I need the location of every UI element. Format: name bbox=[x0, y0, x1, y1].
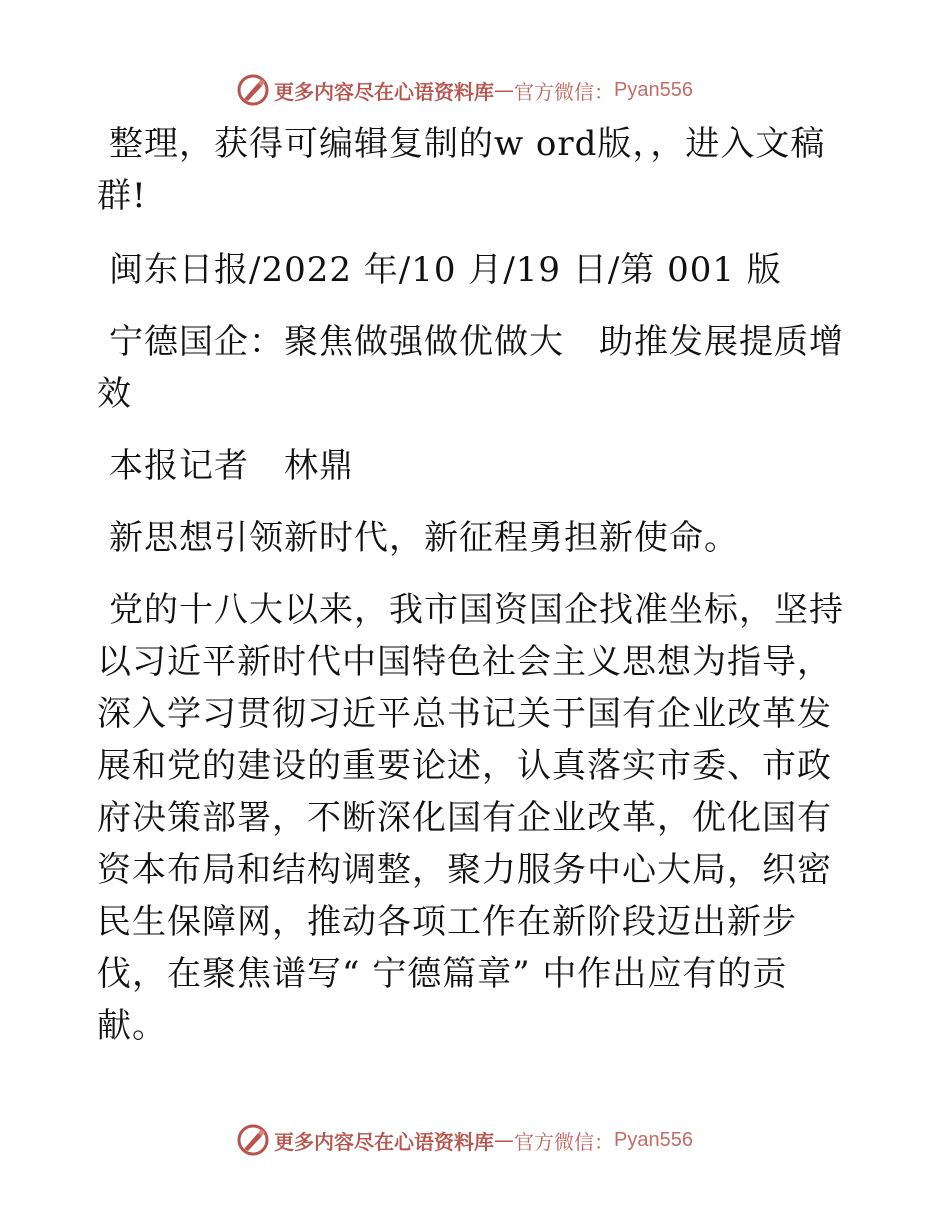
watermark-dash: — bbox=[494, 1128, 514, 1152]
paragraph-1: 新思想引领新时代，新征程勇担新使命。 bbox=[109, 518, 739, 558]
watermark-text: 更多内容尽在心语资料库 bbox=[274, 1129, 494, 1154]
document-body bbox=[97, 118, 857, 1072]
paragraph-2: 党的十八大以来，我市国资国企找准坐标，坚持以习近平新时代中国特色社会主义思想为指导，深入学习贯彻习近平总书记关于国有企业改革发展和党的建设的重要论述，认真落实市委、市政府决策部署，不断深化国有企业改革，优化国有资本布局和结构调整，聚力服务中心大局，织密民生保障网，推动各项工作在新阶段迈出新步伐，在聚焦谱写“ 宁德篇章” 中作出应有的贡献。 bbox=[97, 590, 844, 1046]
footer-watermark bbox=[236, 1122, 693, 1158]
watermark-wechat-label: 官方微信： bbox=[514, 79, 614, 104]
dateline: 闽东日报/2022 年/10 月/19 日/第 001 版 bbox=[109, 250, 782, 290]
watermark-wechat-label: 官方微信： bbox=[514, 1129, 614, 1154]
header-watermark bbox=[236, 72, 693, 108]
pen-logo-icon bbox=[236, 73, 270, 107]
pen-logo-icon bbox=[236, 1123, 270, 1157]
byline: 本报记者 林鼎 bbox=[109, 446, 354, 486]
watermark-text: 更多内容尽在心语资料库 bbox=[274, 79, 494, 104]
watermark-wechat-id: Pyan556 bbox=[614, 1128, 693, 1151]
watermark-wechat-id: Pyan556 bbox=[614, 78, 693, 101]
watermark-dash: — bbox=[494, 78, 514, 102]
intro-line: 整理，获得可编辑复制的w ord版，，进入文稿群! bbox=[97, 124, 826, 216]
headline: 宁德国企：聚焦做强做优做大 助推发展提质增效 bbox=[97, 322, 844, 414]
